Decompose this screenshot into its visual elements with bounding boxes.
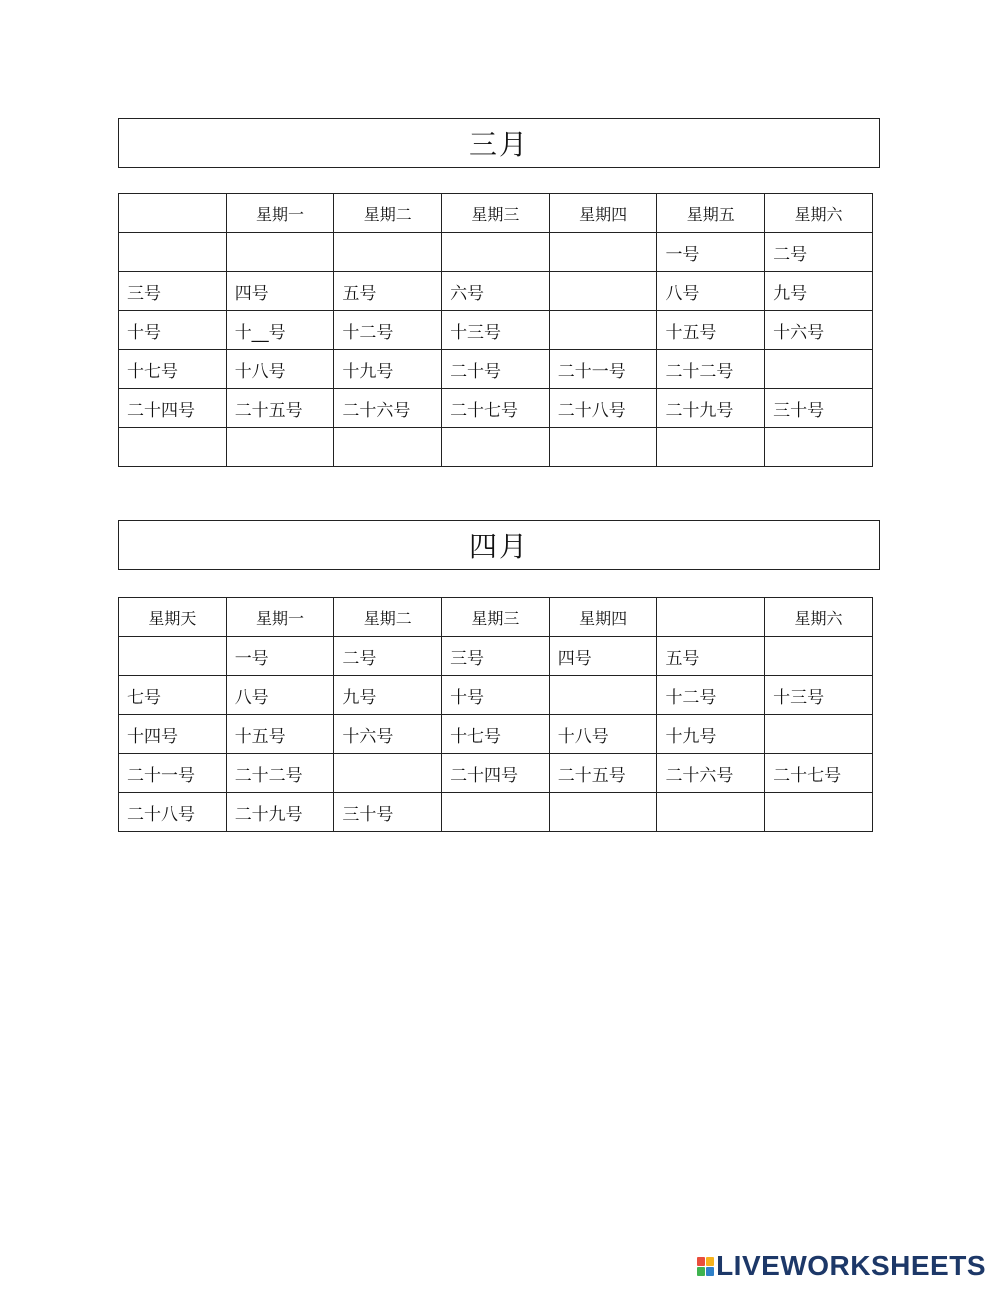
day-cell: 九号 [765,272,873,311]
day-cell [549,793,657,832]
calendar-week-row [119,637,873,676]
day-cell: 二十六号 [334,389,442,428]
weekday-header[interactable]: 星期四 [549,194,657,233]
liveworksheets-logo [697,1250,986,1282]
weekday-header: 星期一 [226,598,334,637]
day-cell: 十九号 [657,715,765,754]
day-cell: 二号 [334,637,442,676]
day-cell: 十三号 [442,311,550,350]
weekday-header: 星期五 [657,194,765,233]
calendar-header-row [119,598,873,637]
day-cell [765,793,873,832]
day-cell [765,428,873,467]
day-cell [657,428,765,467]
day-cell: 十号 [119,311,227,350]
day-cell: 二十九号 [226,793,334,832]
logo-square [697,1267,705,1276]
calendar-header-row [119,194,873,233]
calendar-week-row [119,272,873,311]
weekday-header: 星期四 [549,598,657,637]
day-cell: 一号 [657,233,765,272]
day-cell: 三十号 [765,389,873,428]
day-cell [549,428,657,467]
day-cell: 十五号 [226,715,334,754]
day-cell: 二十五号 [549,754,657,793]
day-cell-blank[interactable] [765,637,873,676]
day-cell: 七号 [119,676,227,715]
day-cell [119,233,227,272]
day-cell: 二十八号 [549,389,657,428]
day-cell-blank[interactable] [549,272,657,311]
logo-square [697,1257,705,1266]
day-cell: 二十号 [442,350,550,389]
day-cell [119,637,227,676]
day-cell [226,428,334,467]
calendar-week-row [119,311,873,350]
day-cell: 二十二号 [657,350,765,389]
day-cell: 二十五号 [226,389,334,428]
day-cell: 三号 [442,637,550,676]
day-cell: 十五号 [657,311,765,350]
day-cell [442,428,550,467]
weekday-header: 星期二 [334,598,442,637]
calendar-week-row [119,389,873,428]
day-cell: 十二号 [657,676,765,715]
weekday-header: 星期天 [119,598,227,637]
march-calendar [118,193,873,467]
day-cell: 二十六号 [657,754,765,793]
day-cell [549,233,657,272]
day-cell: 十八号 [226,350,334,389]
day-cell [442,793,550,832]
day-cell: 十八号 [549,715,657,754]
april-calendar [118,597,873,832]
calendar-week-row [119,233,873,272]
day-cell: 十七号 [442,715,550,754]
day-cell: 二十一号 [549,350,657,389]
day-cell: 二号 [765,233,873,272]
weekday-header: 星期二 [334,194,442,233]
calendar-week-row [119,715,873,754]
day-cell: 十七号 [119,350,227,389]
april-title: 四月 [118,520,880,570]
day-cell: 五号 [657,637,765,676]
day-cell [442,233,550,272]
day-cell: 三号 [119,272,227,311]
logo-mark-icon [697,1257,714,1276]
day-cell: 十三号 [765,676,873,715]
day-cell: 三十号 [334,793,442,832]
day-cell: 二十二号 [226,754,334,793]
day-cell-blank[interactable] [549,676,657,715]
day-cell: 四号 [549,637,657,676]
day-cell [226,233,334,272]
day-cell: 二十九号 [657,389,765,428]
weekday-header: 星期一 [226,194,334,233]
weekday-header: 星期六 [765,194,873,233]
calendar-week-row [119,428,873,467]
day-cell-blank[interactable] [334,754,442,793]
day-cell [334,233,442,272]
weekday-header [119,194,227,233]
day-cell: 九号 [334,676,442,715]
day-cell: 八号 [657,272,765,311]
logo-square [706,1257,714,1266]
day-cell: 二十八号 [119,793,227,832]
day-cell: 六号 [442,272,550,311]
calendar-week-row [119,676,873,715]
calendar-week-row [119,350,873,389]
day-cell: 十九号 [334,350,442,389]
day-cell: 二十四号 [442,754,550,793]
weekday-header: 星期三 [442,598,550,637]
logo-text: LIVEWORKSHEETS [716,1250,986,1281]
calendar-week-row [119,754,873,793]
day-cell: 四号 [226,272,334,311]
day-cell: 二十七号 [442,389,550,428]
day-cell [119,428,227,467]
day-cell: 十六号 [334,715,442,754]
day-cell: 二十一号 [119,754,227,793]
weekday-header: 星期六 [765,598,873,637]
day-cell-blank[interactable] [549,311,657,350]
logo-square [706,1267,714,1276]
day-cell: 十四号 [119,715,227,754]
day-cell: 十号 [442,676,550,715]
weekday-header: 星期三 [442,194,550,233]
day-cell: 二十四号 [119,389,227,428]
weekday-header-blank[interactable] [657,598,765,637]
day-cell: 十六号 [765,311,873,350]
calendar-week-row [119,793,873,832]
day-cell-blank[interactable] [765,715,873,754]
march-title: 三月 [118,118,880,168]
day-cell: 八号 [226,676,334,715]
day-cell [334,428,442,467]
day-cell [657,793,765,832]
day-cell: 二十七号 [765,754,873,793]
day-cell-blank[interactable]: 十__号 [226,311,334,350]
day-cell: 十二号 [334,311,442,350]
day-cell: 五号 [334,272,442,311]
day-cell-blank[interactable] [765,350,873,389]
day-cell: 一号 [226,637,334,676]
